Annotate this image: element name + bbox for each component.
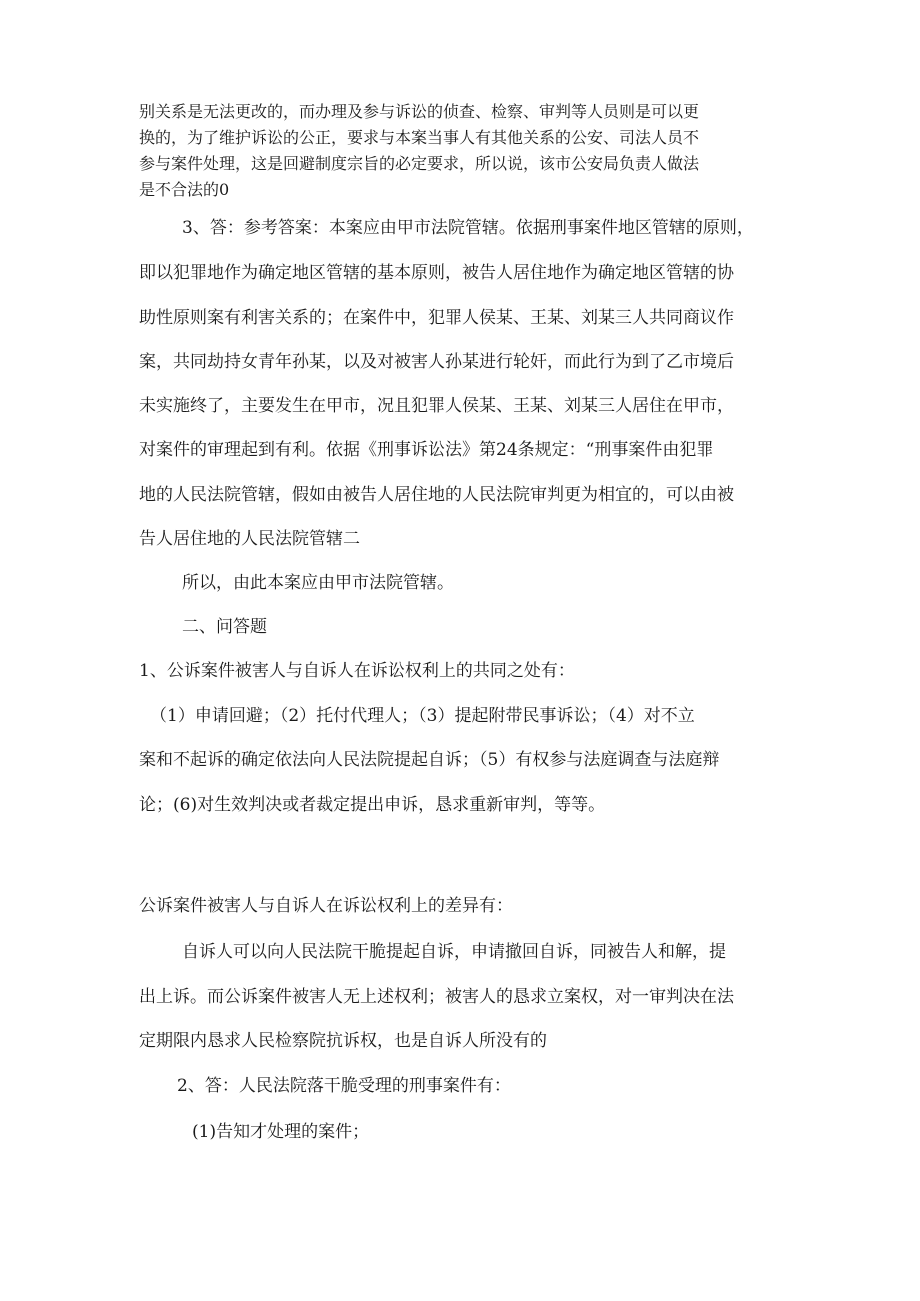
diff-line-2: 出上诉。而公诉案件被害人无上述权利；被害人的恳求立案权，对一审判决在法 — [139, 987, 734, 1007]
answer3-line-8: 告人居住地的人民法院管辖二 — [139, 529, 360, 549]
para1-line-3: 参与案件处理，这是回避制度宗旨的必定要求，所以说，该市公安局负责人做法 — [139, 154, 700, 173]
conclusion: 所以，由此本案应由甲市法院管辖。 — [182, 573, 454, 593]
q1-answer-line-1: （1）申请回避；（2）托付代理人；（3）提起附带民事诉讼；（4）对不立 — [150, 706, 695, 726]
answer2-heading: 2、答：人民法院落干脆受理的刑事案件有： — [177, 1076, 511, 1096]
diff-line-1: 自诉人可以向人民法院干脆提起自诉，申请撤回自诉，同被告人和解，提 — [182, 942, 726, 962]
diff-line-3: 定期限内恳求人民检察院抗诉权，也是自诉人所没有的 — [139, 1031, 547, 1051]
para1-line-2: 换的，为了维护诉讼的公正，要求与本案当事人有其他关系的公安、司法人员不 — [139, 128, 700, 147]
answer3-line-7: 地的人民法院管辖，假如由被告人居住地的人民法院审判更为相宜的，可以由被 — [139, 485, 734, 505]
diff-heading: 公诉案件被害人与自诉人在诉讼权利上的差异有： — [139, 896, 513, 916]
q1-answer-line-2: 案和不起诉的确定依法向人民法院提起自诉；（5）有权参与法庭调查与法庭辩 — [139, 750, 720, 770]
section-heading: 二、问答题 — [182, 617, 267, 637]
q1-heading: 1、公诉案件被害人与自诉人在诉讼权利上的共同之处有： — [139, 661, 575, 681]
answer3-line-3: 助性原则案有利害关系的；在案件中，犯罪人侯某、王某、刘某三人共同商议作 — [139, 308, 734, 328]
para1-line-1: 别关系是无法更改的，而办理及参与诉讼的侦查、检察、审判等人员则是可以更 — [139, 102, 700, 121]
answer3-line-5: 未实施终了，主要发生在甲市，况且犯罪人侯某、王某、刘某三人居住在甲市， — [139, 396, 734, 416]
q1-answer-line-3: 论；(6)对生效判决或者裁定提出申诉，恳求重新审判，等等。 — [139, 795, 606, 815]
answer3-line-4: 案，共同劫持女青年孙某，以及对被害人孙某进行轮奸，而此行为到了乙市境后 — [139, 352, 734, 372]
answer3-line-2: 即以犯罪地作为确定地区管辖的基本原则，被告人居住地作为确定地区管辖的协 — [139, 263, 734, 283]
answer3-line-1: 3、答：参考答案：本案应由甲市法院管辖。依据刑事案件地区管辖的原则， — [182, 218, 754, 238]
para1-line-4: 是不合法的0 — [139, 180, 230, 199]
answer2-item-1: (1)告知才处理的案件； — [192, 1122, 370, 1142]
answer3-line-6: 对案件的审理起到有利。依据《刑事诉讼法》第24条规定：“刑事案件由犯罪 — [139, 440, 714, 460]
